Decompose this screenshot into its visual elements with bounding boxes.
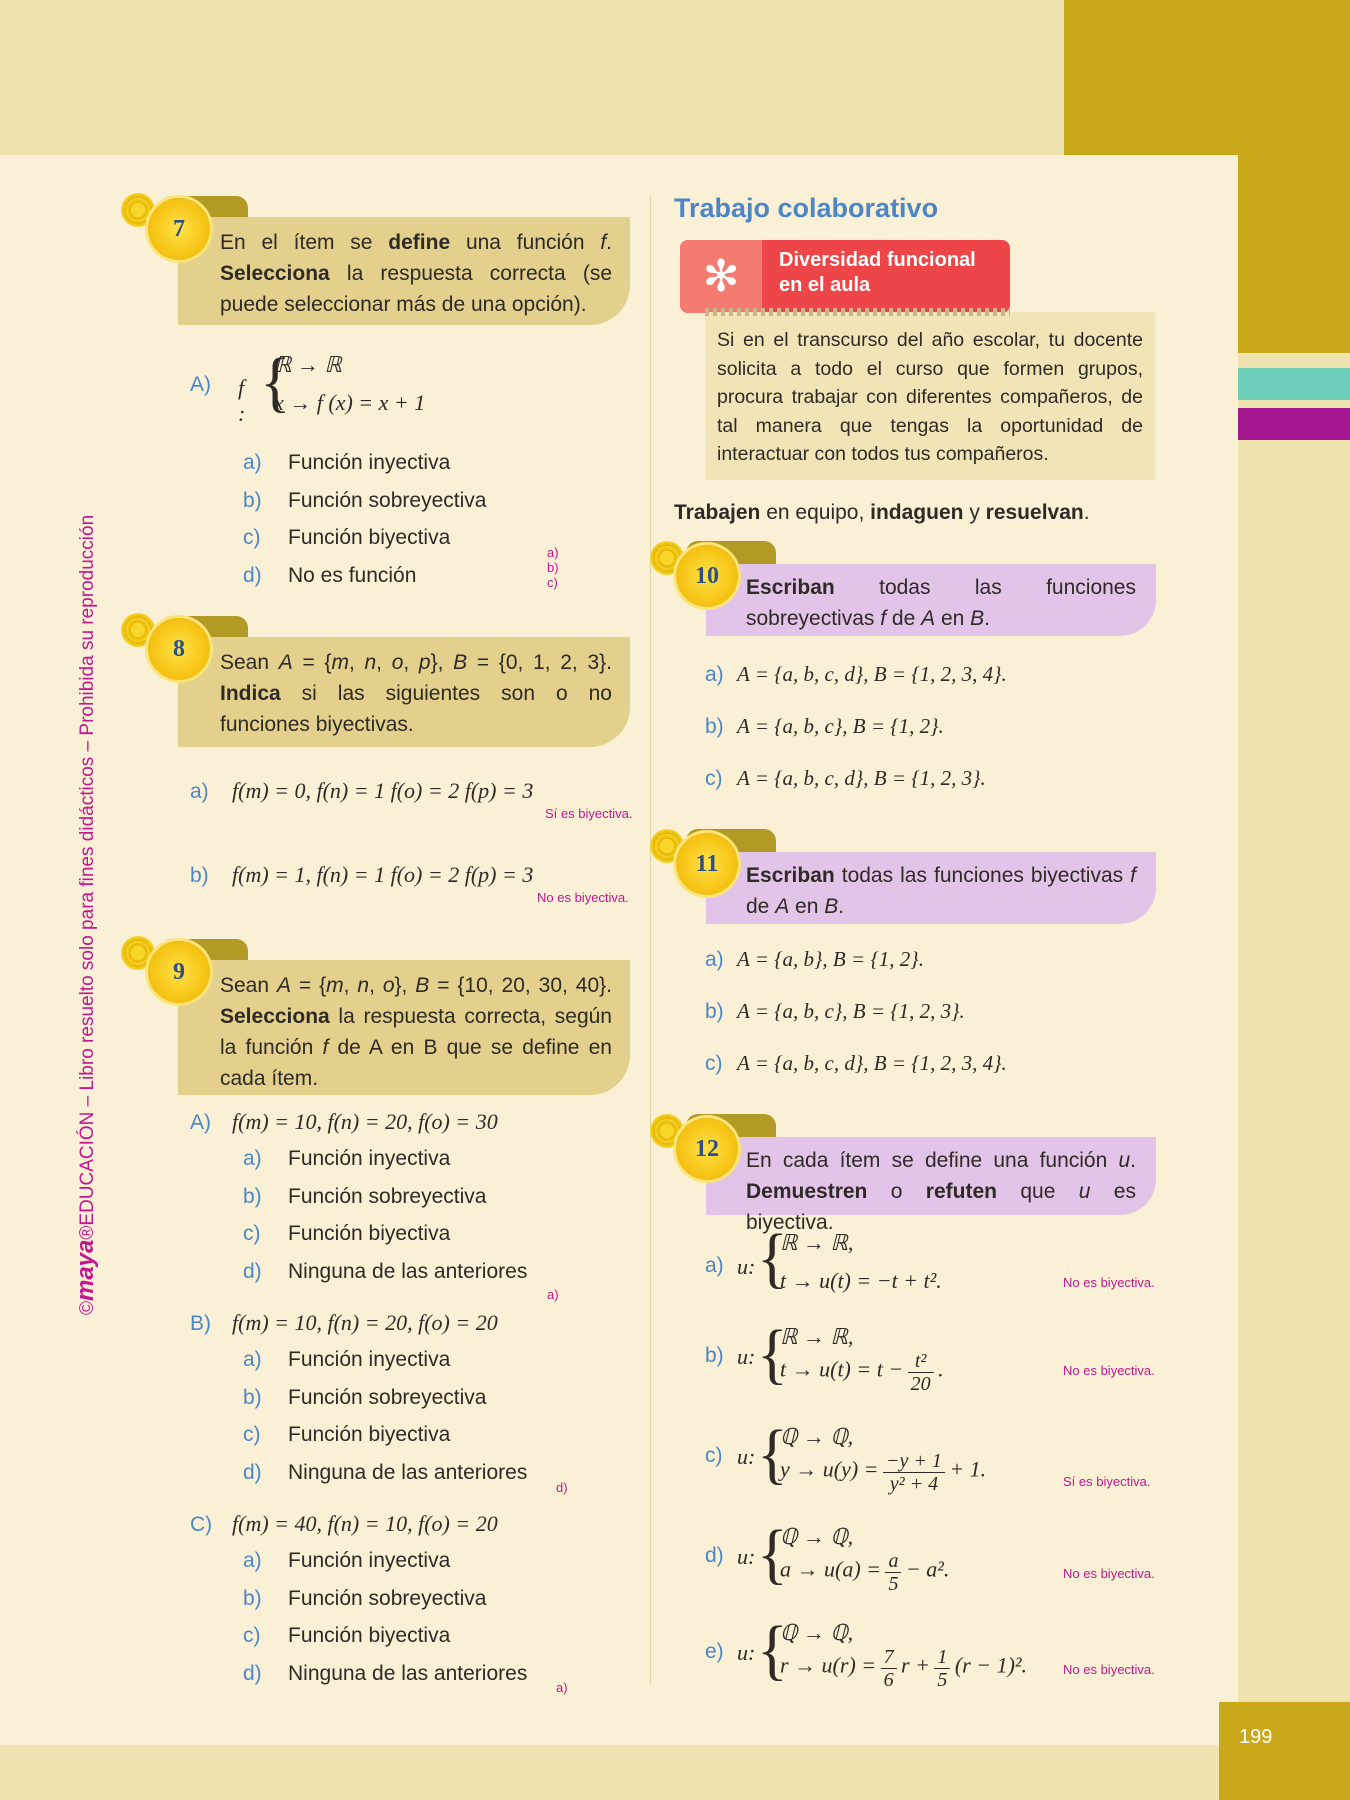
q7-option-d[interactable]: d) No es función [243,564,417,588]
q11-prompt: Escriban todas las funciones biyectivas f de A en B. [706,852,1156,924]
q12-answer-e: No es biyectiva. [1063,1662,1155,1677]
q12-item-b: b) u: { ℝ → ℝ, t → u(t) = t − $\frac{\text{t²}}{20}$ . [705,1316,944,1395]
brace-icon: { [757,1516,788,1591]
q9-answer-A: a) [547,1287,559,1302]
copyright-text: ®EDUCACIÓN – Libro resuelto solo para fines didácticos – Prohibida su reproducción [77,514,98,1240]
q7-number-badge: 7 [148,198,210,260]
q11-item-c: c) A = {a, b, c, d}, B = {1, 2, 3, 4}. [705,1051,1007,1075]
q8-prompt: Sean A = {m, n, o, p}, B = {0, 1, 2, 3}. Indica si las siguientes son o no funciones biyectivas. [178,637,630,747]
q9-item-B: B) f(m) = 10, f(n) = 20, f(o) = 20 [190,1310,498,1335]
q9-B-option-c[interactable]: c) Función biyectiva [243,1423,451,1447]
q9-A-option-d[interactable]: d) Ninguna de las anteriores [243,1260,528,1284]
q7-answer: a) b) c) [547,545,559,590]
diversity-note: Si en el transcurso del año escolar, tu docente solicita a todo el curso que formen grupos, procura trabajar con diferentes compañeros, de tal manera que tengas la oportunidad de interactuar con todos tus compañeros. [705,312,1155,480]
q9-C-option-d[interactable]: d) Ninguna de las anteriores [243,1662,528,1686]
q9-C-option-b[interactable]: b) Función sobreyectiva [243,1586,487,1610]
q9-answer-C: a) [556,1680,568,1695]
column-divider [650,195,651,1685]
q9-C-option-c[interactable]: c) Función biyectiva [243,1624,451,1648]
brand-logo: maya [72,1239,99,1301]
q12-item-c: c) u: { ℚ → ℚ, y → u(y) = $\frac{-y + 1}{\text{y² + 4}}$ + 1. [705,1416,987,1495]
copyright-sidebar [72,435,106,1315]
q11-item-b: b) A = {a, b, c}, B = {1, 2, 3}. [705,999,965,1023]
page-number: 199 [1219,1702,1350,1800]
q10-item-b: b) A = {a, b, c}, B = {1, 2}. [705,714,944,738]
q12-answer-c: Sí es biyectiva. [1063,1474,1151,1489]
q10-item-a: a) A = {a, b, c, d}, B = {1, 2, 3, 4}. [705,662,1007,686]
q12-item-e: e) u: { ℚ → ℚ, r → u(r) = $\frac{7}{6}$ r + $\frac{1}{5}$ (r − 1)². [705,1612,1028,1691]
q9-number-badge: 9 [148,941,210,1003]
q8-answer-a: Sí es biyectiva. [545,806,633,821]
q9-A-option-a[interactable]: a) Función inyectiva [243,1147,451,1170]
q12-item-a: a) u: { ℝ → ℝ, t → u(t) = −t + t². [705,1220,942,1295]
diversity-header [680,240,1010,313]
q9-B-option-a[interactable]: a) Función inyectiva [243,1348,451,1371]
brace-icon: { [757,1316,788,1391]
q12-item-d: d) u: { ℚ → ℚ, a → u(a) = $\frac{a}{5}$ − a². [705,1516,950,1595]
q7-option-a[interactable]: a) Función inyectiva [243,451,451,474]
q7-prompt: En el ítem se define una función f. Selecciona la respuesta correcta (se puede seleccionar más de una opción). [178,217,630,325]
q7-domain: ℝ → ℝ [274,352,342,377]
team-instruction: Trabajen en equipo, indaguen y resuelvan. [674,501,1090,524]
q9-B-option-d[interactable]: d) Ninguna de las anteriores [243,1461,528,1485]
q12-prompt: En cada ítem se define una función u. Demuestren o refuten que u es biyectiva. [706,1137,1156,1215]
q8-item-b: b) f(m) = 1, f(n) = 1 f(o) = 2 f(p) = 3 [190,862,534,887]
right-cream-band [1238,353,1350,1800]
diversity-header-text: Diversidad funcional en el aula [779,249,976,296]
copyright-symbol: © [77,1301,98,1315]
q7-option-b[interactable]: b) Función sobreyectiva [243,488,487,512]
q7-rule: x → f (x) = x + 1 [274,390,426,415]
q11-item-a: a) A = {a, b}, B = {1, 2}. [705,947,924,971]
teal-strip [1238,368,1350,400]
q9-A-option-b[interactable]: b) Función sobreyectiva [243,1184,487,1208]
q10-number-badge: 10 [676,545,738,607]
q10-prompt: Escriban todas las funciones sobreyectivas f de A en B. [706,564,1156,636]
brace-icon: { [757,1416,788,1491]
q12-number-badge: 12 [676,1118,738,1180]
q7-f-label: f : [238,375,246,426]
q12-answer-d: No es biyectiva. [1063,1566,1155,1581]
brace-icon: { [757,1220,788,1295]
q9-prompt: Sean A = {m, n, o}, B = {10, 20, 30, 40}. Selecciona la respuesta correcta, según la función f de A en B que se define en cada ítem. [178,960,630,1095]
q10-item-c: c) A = {a, b, c, d}, B = {1, 2, 3}. [705,766,986,790]
flower-icon: ✻ [680,240,762,313]
top-band [0,0,1064,155]
magenta-strip [1238,408,1350,440]
q7-option-c[interactable]: c) Función biyectiva [243,526,451,550]
q7-item-A: A) [190,373,211,396]
q9-A-option-c[interactable]: c) Función biyectiva [243,1222,451,1246]
q12-answer-a: No es biyectiva. [1063,1275,1155,1290]
q8-answer-b: No es biyectiva. [537,890,629,905]
q7-brace-icon: { [260,344,291,419]
zigzag-decoration [705,308,1010,316]
q8-item-a: a) f(m) = 0, f(n) = 1 f(o) = 2 f(p) = 3 [190,778,534,803]
q9-B-option-b[interactable]: b) Función sobreyectiva [243,1385,487,1409]
q12-answer-b: No es biyectiva. [1063,1363,1155,1378]
bottom-band [0,1745,1350,1800]
q9-answer-B: d) [556,1480,568,1495]
q9-item-A: A) f(m) = 10, f(n) = 20, f(o) = 30 [190,1109,498,1134]
section-title: Trabajo colaborativo [674,193,939,223]
q9-C-option-a[interactable]: a) Función inyectiva [243,1549,451,1572]
q11-number-badge: 11 [676,833,738,895]
q8-number-badge: 8 [148,618,210,680]
q9-item-C: C) f(m) = 40, f(n) = 10, f(o) = 20 [190,1511,498,1536]
brace-icon: { [757,1612,788,1687]
